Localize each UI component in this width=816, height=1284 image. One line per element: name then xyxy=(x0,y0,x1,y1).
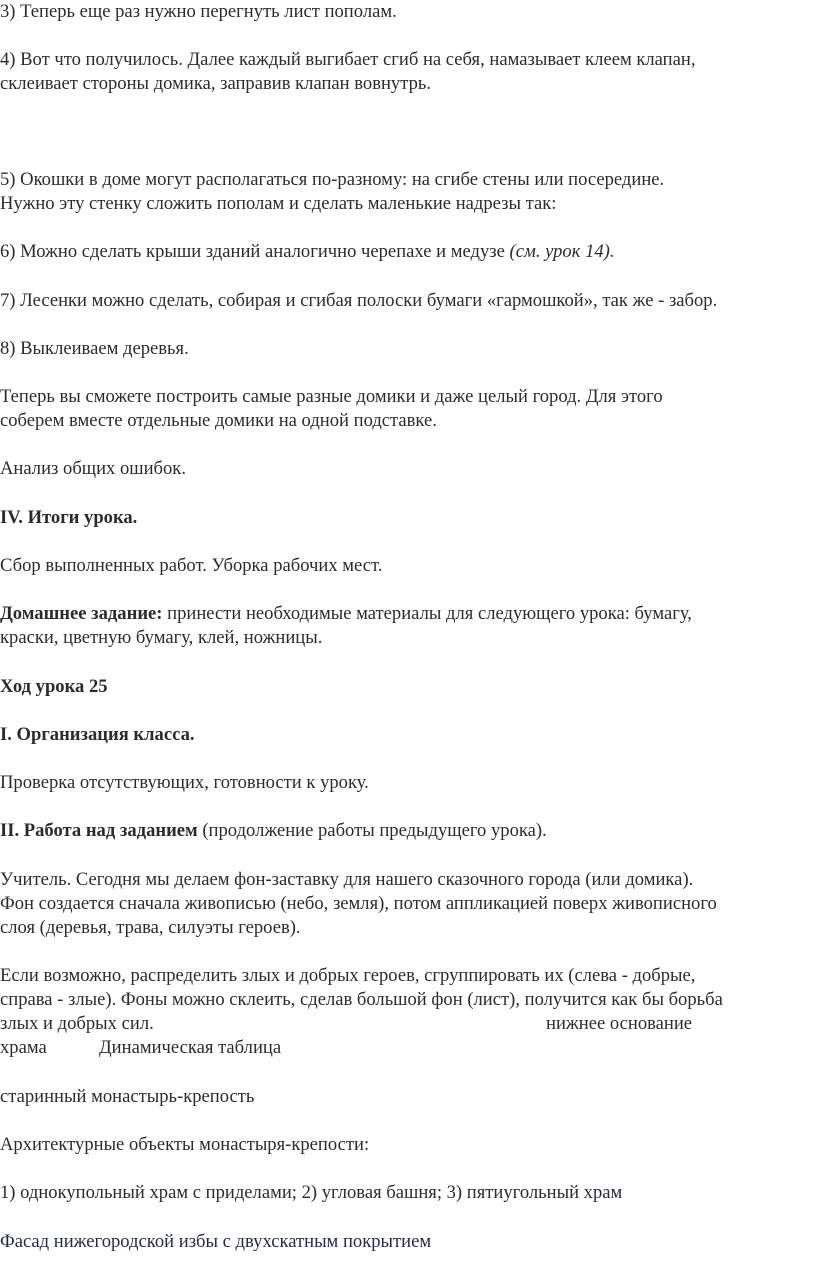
paragraph-line: Сбор выполненных работ. Уборка рабочих мест. xyxy=(0,555,383,576)
paragraph-line: 8) Выклеиваем деревья. xyxy=(0,338,189,359)
paragraph-homework-cont xyxy=(0,626,816,650)
heading-lesson-25 xyxy=(0,675,816,699)
paragraph-line: 5) Окошки в доме могут располагаться по-разному: на сгибе стены или посередине. xyxy=(0,169,665,190)
paragraph-line: 6) Можно сделать крыши зданий аналогично черепахе и медузе xyxy=(0,241,510,262)
heading-text: I. Организация класса. xyxy=(0,724,195,745)
paragraph-line: 1) однокупольный храм с приделами; 2) угловая башня; 3) пятиугольный xyxy=(0,1182,584,1203)
paragraph-step-5-cont xyxy=(0,192,816,216)
heading-results xyxy=(0,506,816,530)
paragraph-line: (продолжение работы предыдущего урока). xyxy=(197,820,547,841)
paragraph-line: Нужно эту стенку сложить пополам и сделать маленькие надрезы так: xyxy=(0,193,557,214)
heading-organization xyxy=(0,723,816,747)
paragraph-line: краски, цветную бумагу, клей, ножницы. xyxy=(0,627,323,648)
paragraph-line: соберем вместе отдельные домики на одной подставке. xyxy=(0,410,437,431)
lesson-reference: (см. урок 14). xyxy=(509,241,615,262)
paragraph-heroes-cont-3 xyxy=(0,1036,816,1060)
paragraph-line: Архитектурные объекты монастыря-крепости: xyxy=(0,1134,370,1155)
paragraph-line: Проверка отсутствующих, готовности к уроку. xyxy=(0,772,369,793)
paragraph-errors xyxy=(0,457,816,481)
paragraph-step-3 xyxy=(0,0,816,24)
paragraph-task xyxy=(0,819,816,843)
caption-temple: храма xyxy=(0,1037,47,1058)
paragraph-line: Теперь вы сможете построить самые разные домики и даже целый город. Для этого xyxy=(0,386,663,407)
task-heading: II. Работа над заданием xyxy=(0,820,198,841)
paragraph-step-6 xyxy=(0,240,816,264)
paragraph-line: склеивает стороны домика, заправив клапан вовнутрь. xyxy=(0,73,432,94)
paragraph-line: Фасад нижегородской избы с двухскатным покрытием xyxy=(0,1231,432,1252)
paragraph-town-cont xyxy=(0,409,816,433)
paragraph-teacher xyxy=(0,868,816,892)
paragraph-text: 3) Теперь еще раз нужно перегнуть лист пополам. xyxy=(0,1,397,22)
paragraph-step-5 xyxy=(0,168,816,192)
caption-architectural-objects xyxy=(0,1133,816,1157)
paragraph-cleanup xyxy=(0,554,816,578)
paragraph-teacher-cont-1 xyxy=(0,892,816,916)
paragraph-heroes xyxy=(0,964,816,988)
heading-text: Ход урока 25 xyxy=(0,676,108,697)
caption-dynamic-table: Динамическая таблица xyxy=(99,1037,282,1058)
paragraph-line: 7) Лесенки можно сделать, собирая и сгибая полоски бумаги «гармошкой», так же - забор. xyxy=(0,290,718,311)
paragraph-step-7 xyxy=(0,289,816,313)
paragraph-heroes-cont-1 xyxy=(0,988,816,1012)
paragraph-line: Анализ общих ошибок. xyxy=(0,458,186,479)
paragraph-line-end: храм xyxy=(583,1182,623,1203)
paragraph-heroes-cont-2 xyxy=(0,1012,816,1036)
heading-text: IV. Итоги урока. xyxy=(0,507,138,528)
caption-temple-base: нижнее основание xyxy=(546,1013,693,1034)
paragraph-line: Если возможно, распределить злых и добрых героев, сгруппировать их (слева - добрые, xyxy=(0,965,696,986)
paragraph-line: принести необходимые материалы для следующего урока: бумагу, xyxy=(162,603,692,624)
paragraph-town xyxy=(0,385,816,409)
paragraph-step-4-cont xyxy=(0,72,816,96)
paragraph-homework xyxy=(0,602,816,626)
paragraph-line: Фон создается сначала живописью (небо, земля), потом аппликацией поверх живописного xyxy=(0,893,717,914)
homework-label: Домашнее задание: xyxy=(0,603,163,624)
paragraph-line: 4) Вот что получилось. Далее каждый выгибает сгиб на себя, намазывает клеем клапан, xyxy=(0,49,696,70)
paragraph-line: слоя (деревья, трава, силуэты героев). xyxy=(0,917,301,938)
caption-monastery xyxy=(0,1085,816,1109)
paragraph-step-4 xyxy=(0,48,816,72)
paragraph-line: справа - злые). Фоны можно склеить, сделав большой фон (лист), получится как бы борьба xyxy=(0,989,723,1010)
paragraph-step-8 xyxy=(0,337,816,361)
paragraph-line: Учитель. Сегодня мы делаем фон-заставку для нашего сказочного города (или домика). xyxy=(0,869,694,890)
paragraph-attendance xyxy=(0,771,816,795)
caption-izba-facade xyxy=(0,1230,816,1254)
caption-objects-list xyxy=(0,1181,816,1205)
paragraph-line: старинный монастырь-крепость xyxy=(0,1086,255,1107)
paragraph-line: злых и добрых сил. xyxy=(0,1013,154,1034)
paragraph-teacher-cont-2 xyxy=(0,916,816,940)
